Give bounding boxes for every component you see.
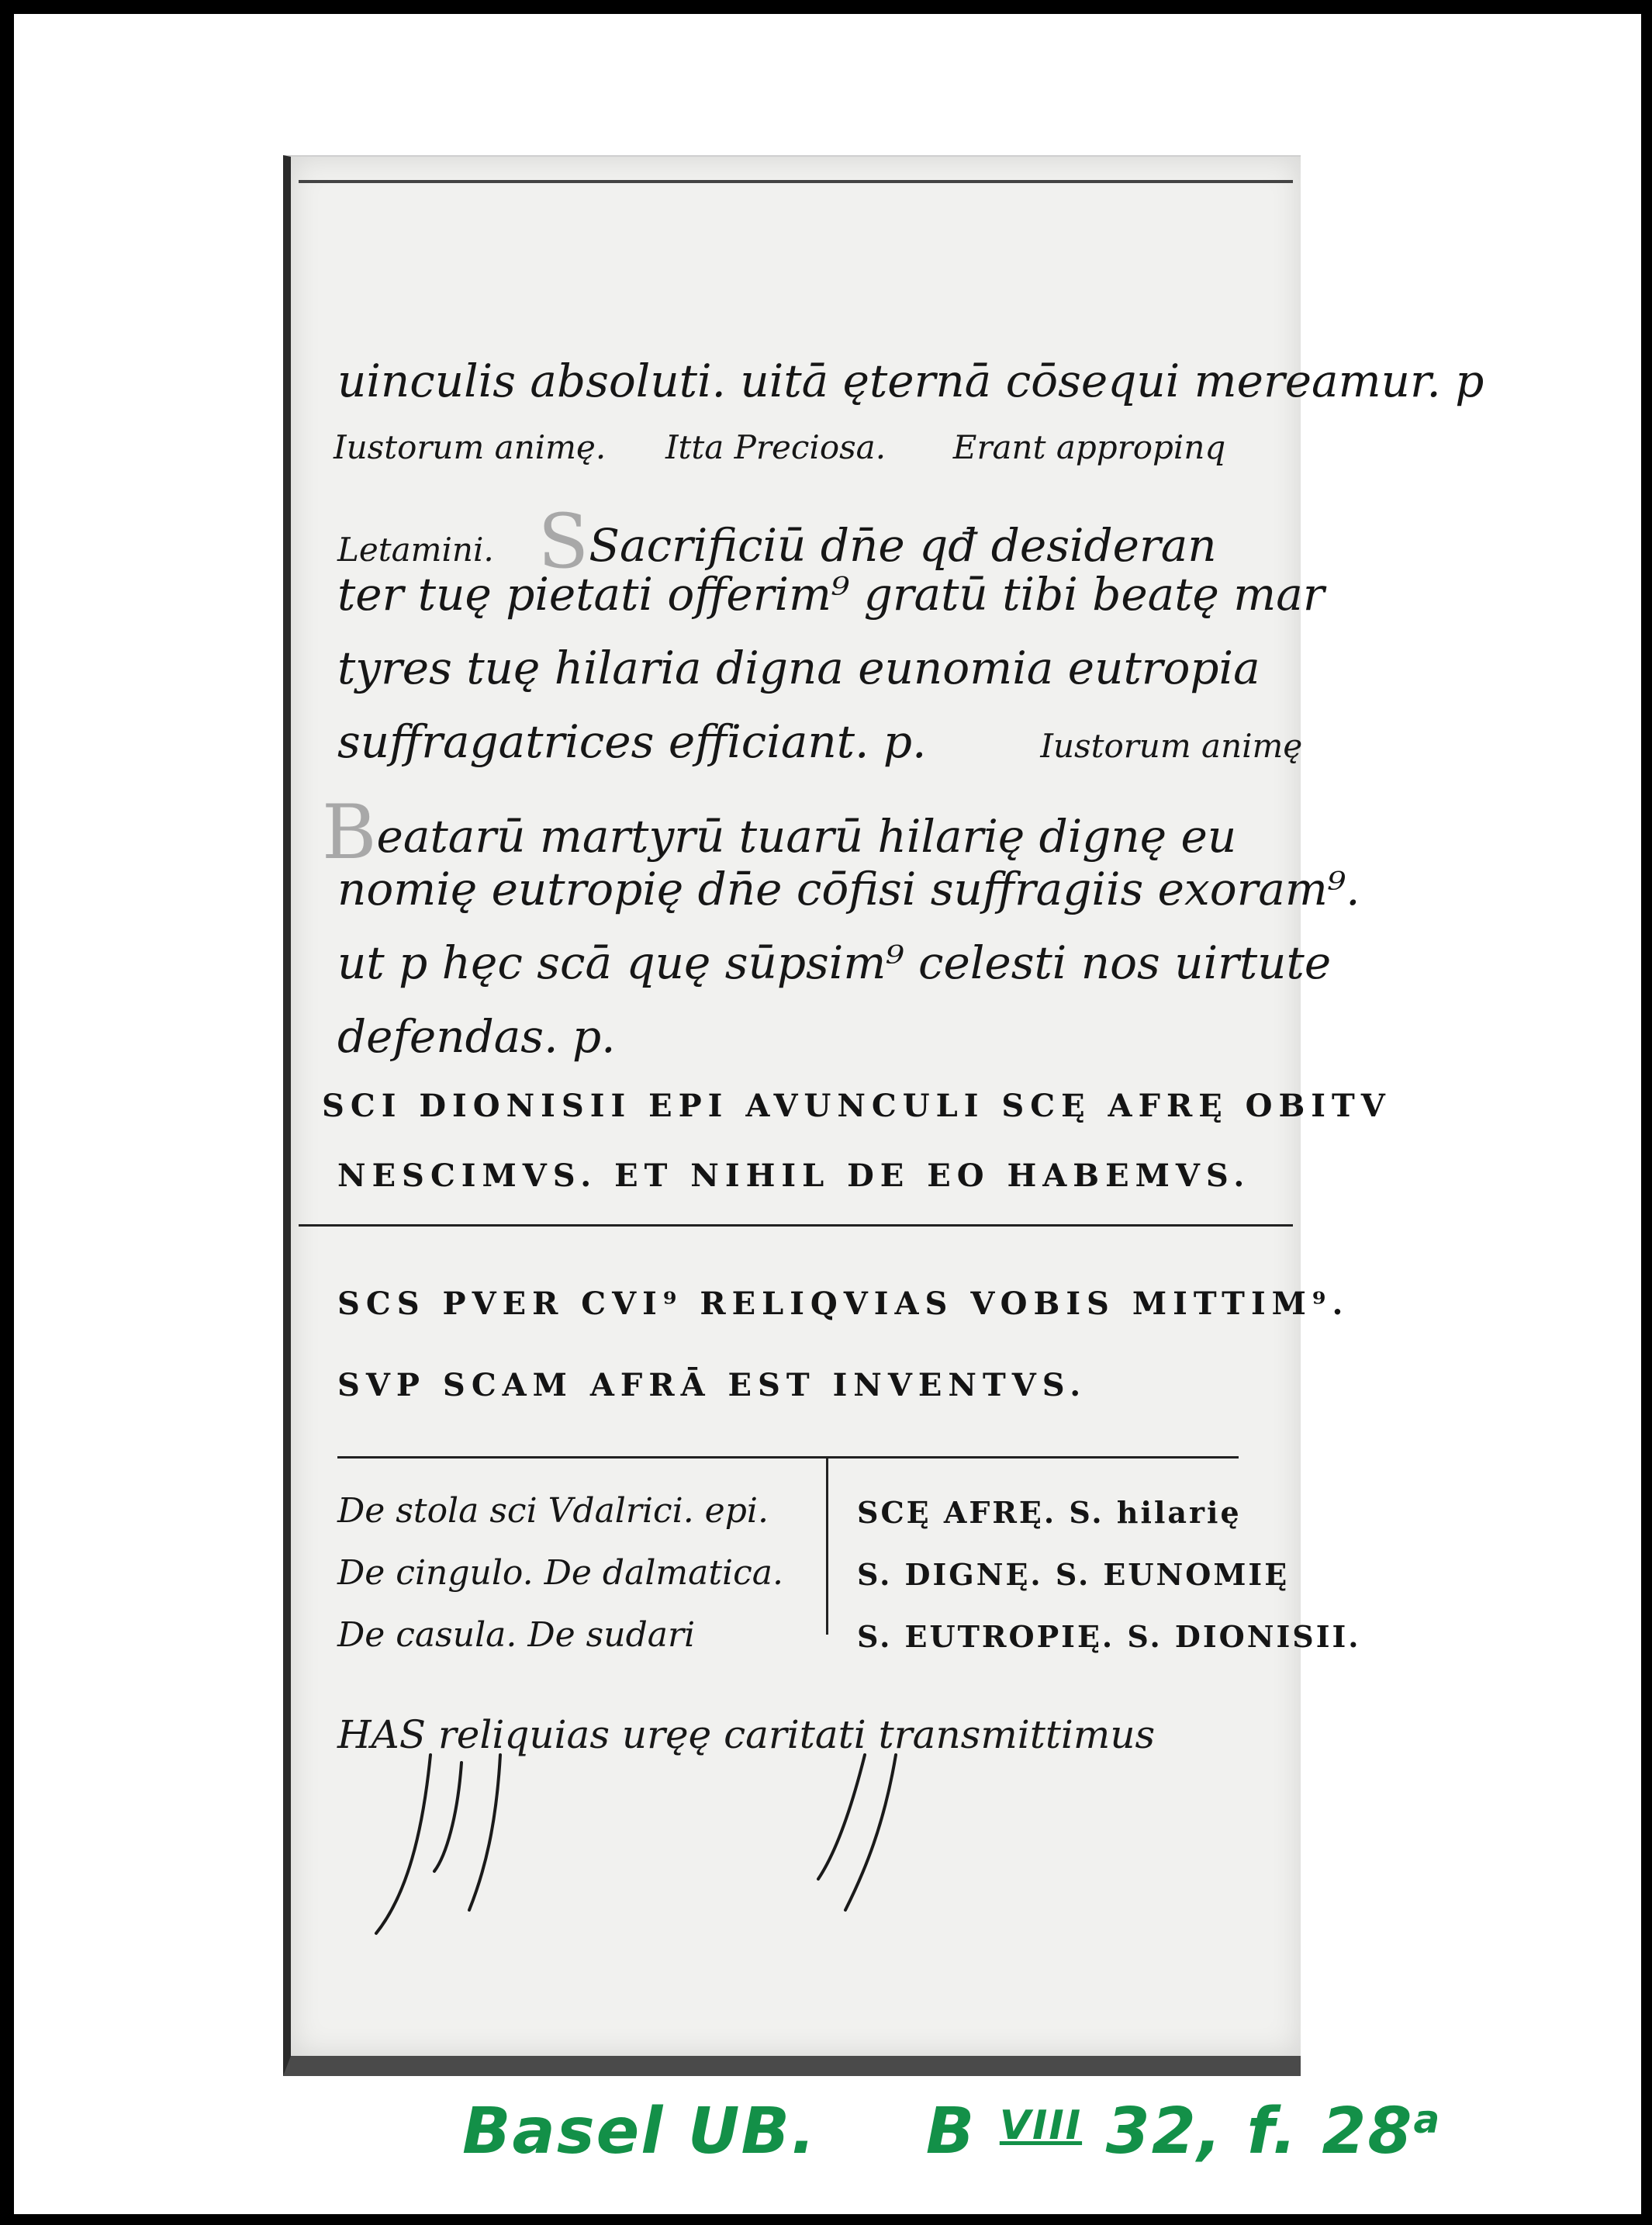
caption-shelfmark-number: 32, f. 28 bbox=[1105, 2095, 1414, 2168]
sacrificium-line: Sacrificiū dn̄e qđ desideran bbox=[589, 519, 1217, 572]
flourish-stroke bbox=[434, 1763, 461, 1871]
caption-shelfmark-suffix: a bbox=[1413, 2097, 1442, 2142]
rubric-itta: Itta Preciosa. bbox=[665, 428, 886, 466]
rubric-erant: Erant appropinq bbox=[952, 428, 1226, 466]
text-line-10: defendas. p. bbox=[337, 1010, 616, 1063]
relic-left-2: De cingulo. De dalmatica. bbox=[337, 1553, 783, 1593]
beatarum-text: eatarū martyrū tuarū hilarię dignę eu bbox=[376, 810, 1237, 863]
text-line-1: uinculis absoluti. uitā ęternā cōsequi mereamur. p bbox=[337, 355, 1484, 407]
caption-library: Basel UB. bbox=[462, 2095, 817, 2168]
text-line-8: nomię eutropię dn̄e cōfisi suffragiis exoram⁹. bbox=[337, 863, 1360, 915]
initial-S: S bbox=[537, 498, 589, 585]
text-line-4: ter tuę pietati offerim⁹ gratū tibi beatę mar bbox=[337, 568, 1325, 621]
capitals-line-1: SCI DIONISII EPI AVUNCULI SCĘ AFRĘ OBITV bbox=[322, 1088, 1391, 1124]
relic-right-1: SCĘ AFRĘ. S. hilarię bbox=[857, 1495, 1242, 1530]
rubric-iustorum-2: Iustorum animę bbox=[1040, 727, 1303, 765]
caption-shelfmark-letter: B bbox=[925, 2095, 976, 2168]
flourish-stroke bbox=[469, 1755, 500, 1910]
rubric-iustorum: Iustorum animę. bbox=[334, 428, 607, 466]
manuscript-leaf bbox=[283, 155, 1484, 2076]
relic-left-1: De stola sci Vdalrici. epi. bbox=[337, 1491, 769, 1531]
capitals-line-2: NESCIMVS. ET NIHIL DE EO HABEMVS. bbox=[337, 1157, 1251, 1194]
initial-B: B bbox=[322, 789, 377, 876]
capitals-line-3: SCS PVER CVI⁹ RELIQVIAS VOBIS MITTIM⁹. bbox=[337, 1286, 1350, 1322]
relic-right-2: S. DIGNĘ. S. EUNOMIĘ bbox=[857, 1557, 1290, 1592]
rubric-letamini: Letamini. bbox=[337, 531, 494, 569]
relic-left-3: De casula. De sudari bbox=[337, 1615, 696, 1655]
capitals-line-4: SVP SCAM AFRĀ EST INVENTVS. bbox=[337, 1367, 1087, 1403]
descender-flourishes bbox=[291, 157, 1308, 2078]
relic-right-3: S. EUTROPIĘ. S. DIONISII. bbox=[857, 1619, 1361, 1654]
flourish-stroke bbox=[818, 1755, 865, 1879]
caption-shelfmark-numeral: VIII bbox=[999, 2102, 1083, 2149]
text-line-9: ut p hęc scā quę sūpsim⁹ celesti nos uirtute bbox=[337, 936, 1332, 989]
closing-line: HAS reliquias uręę caritati transmittimus bbox=[337, 1712, 1156, 1757]
suffragatrices-text: suffragatrices efficiant. p. bbox=[337, 715, 927, 768]
flourish-stroke bbox=[376, 1755, 430, 1933]
library-caption bbox=[462, 2095, 1441, 2168]
flourish-stroke bbox=[845, 1755, 896, 1910]
text-line-5: tyres tuę hilaria digna eunomia eutropia bbox=[337, 642, 1260, 694]
